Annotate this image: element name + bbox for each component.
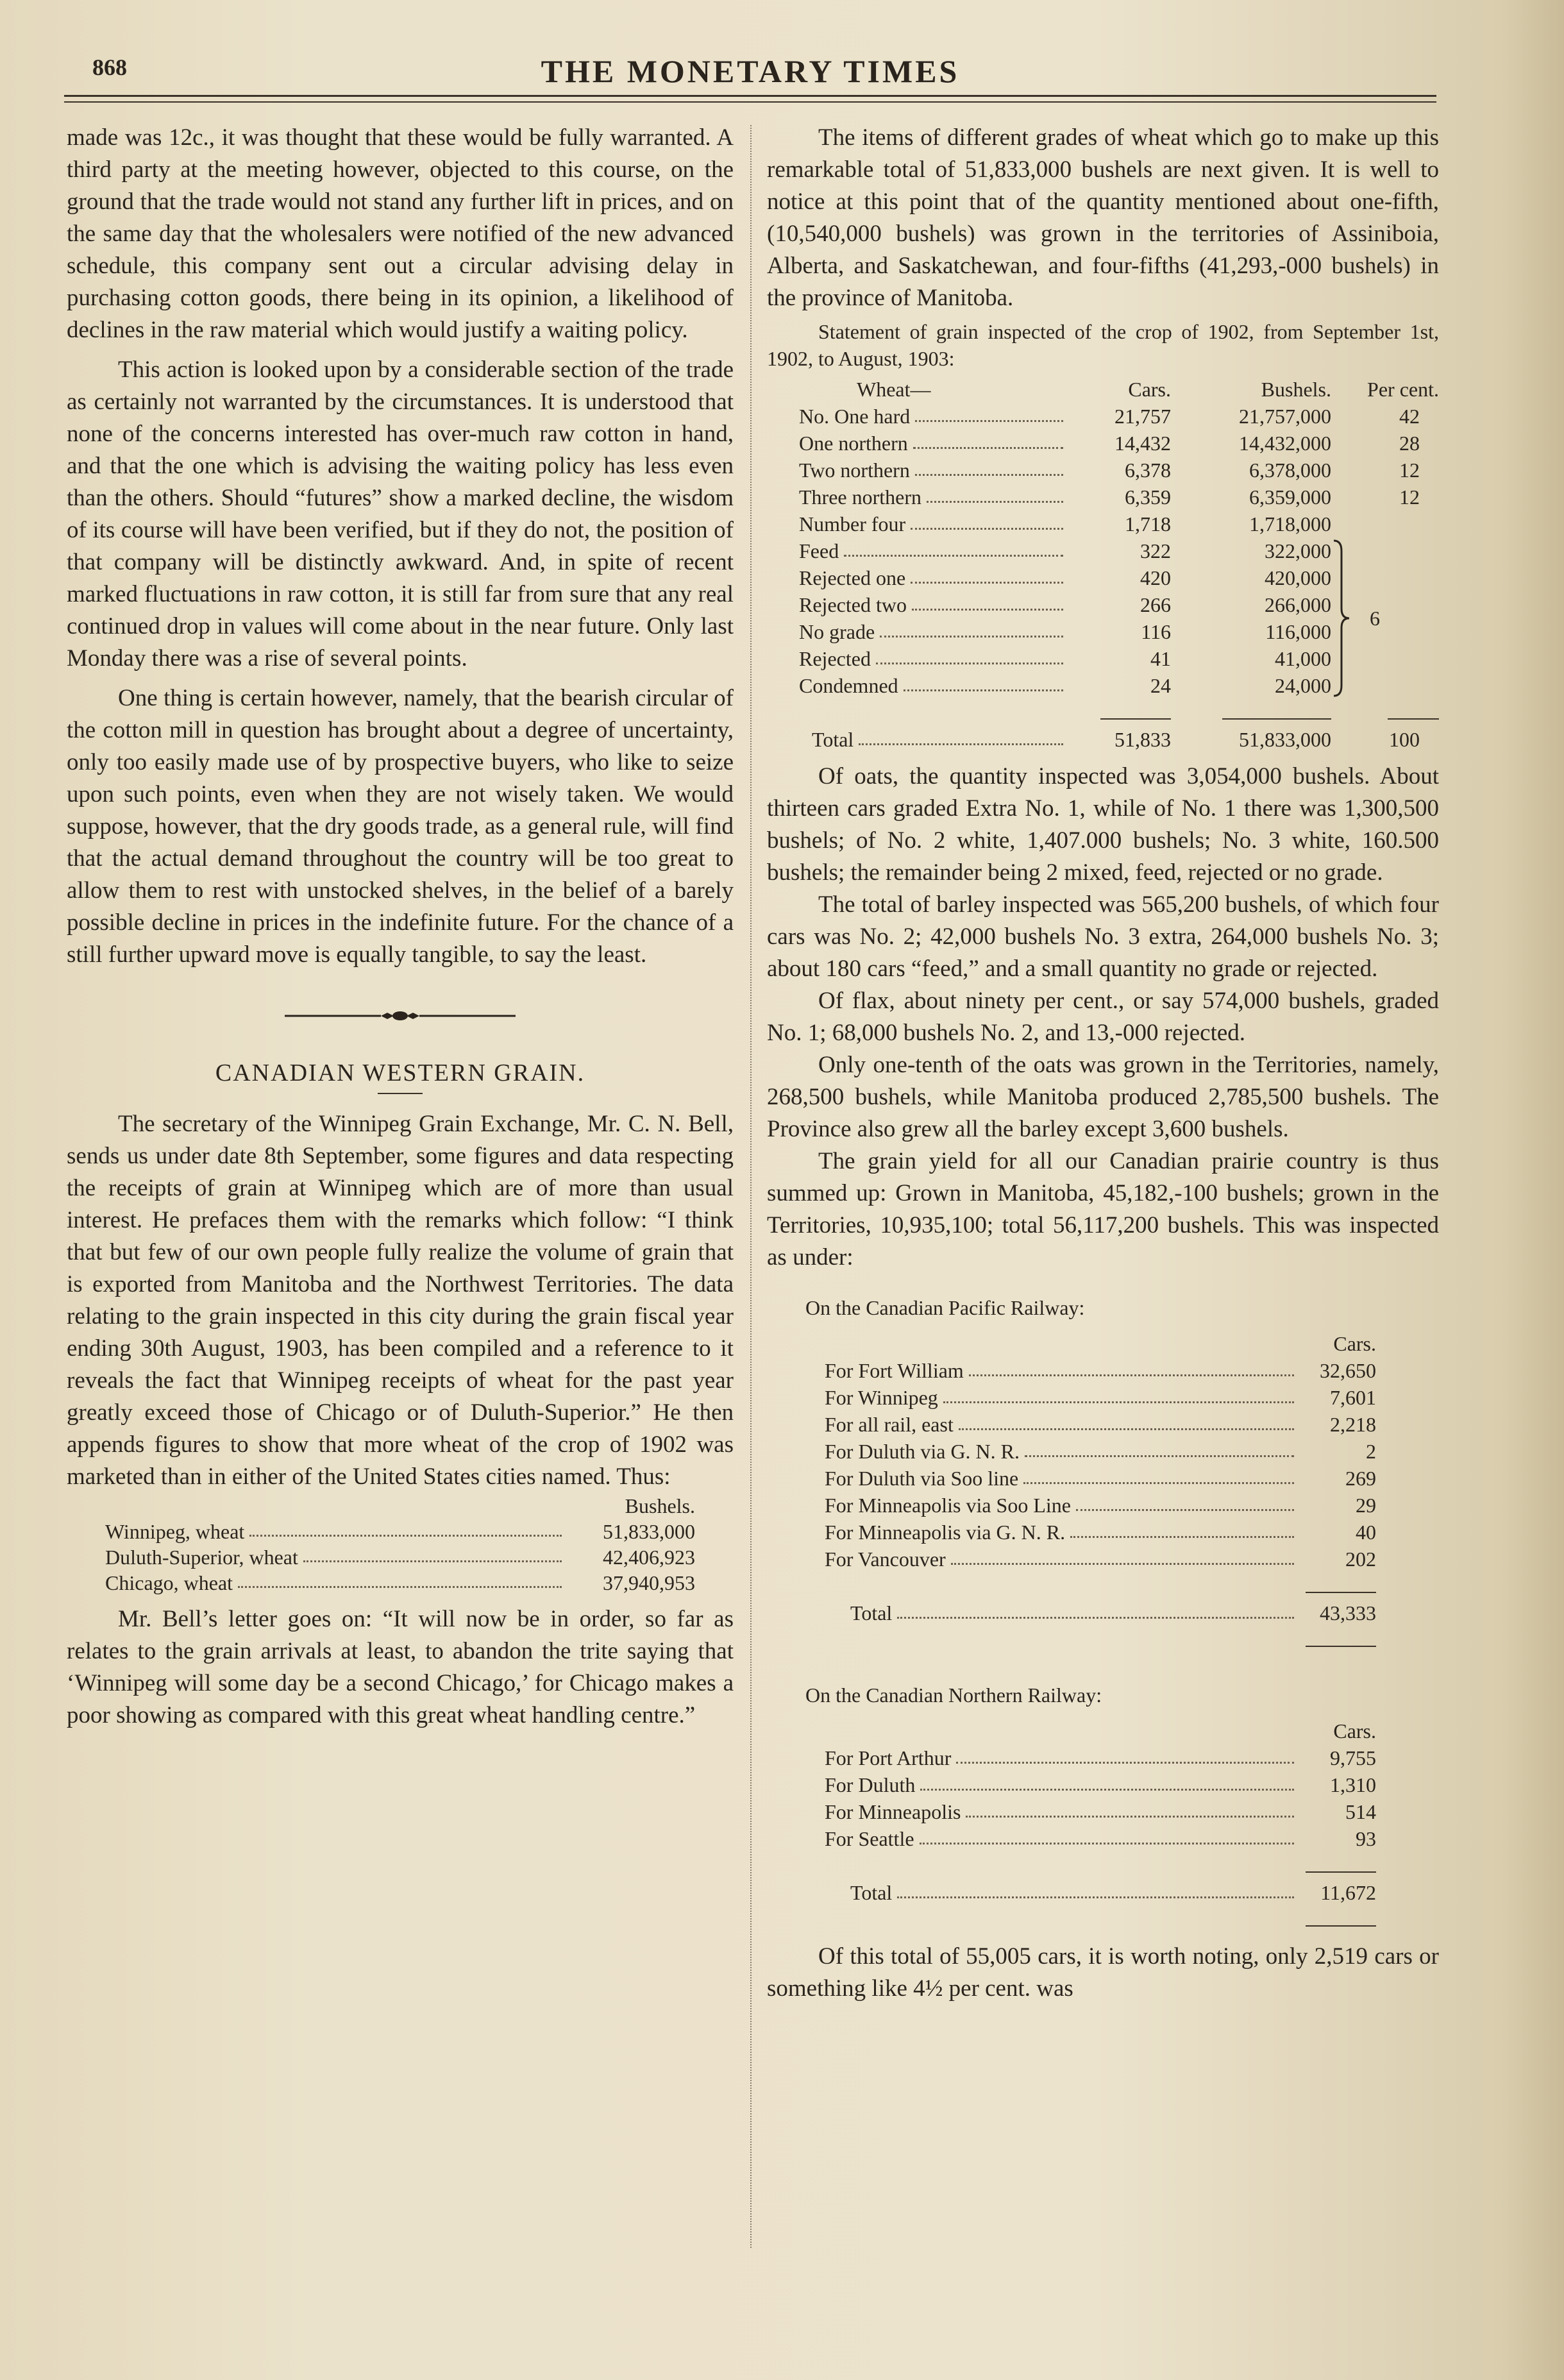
wheat-grades-table	[767, 376, 1439, 753]
wheat-row	[767, 511, 1439, 537]
brace	[1331, 538, 1420, 698]
row-bushels: 1,718,000	[1249, 512, 1331, 536]
row-percent: 12	[1399, 459, 1420, 482]
row-label: For Winnipeg	[825, 1386, 938, 1409]
brace-percent-cell	[1331, 537, 1439, 699]
total-bushels: 51,833,000	[1239, 728, 1331, 751]
row-value: 202	[1345, 1548, 1376, 1571]
total-cars: 51,833	[1114, 728, 1171, 751]
row-value: 9,755	[1330, 1746, 1376, 1769]
row-cars: 41	[1150, 647, 1171, 670]
wheat-row	[767, 484, 1439, 511]
row-bushels: 322,000	[1265, 539, 1331, 562]
row-cars: 266	[1140, 593, 1171, 616]
row-cars: 322	[1140, 539, 1171, 562]
bushels-header: Bushels.	[625, 1494, 695, 1517]
row-value: 11,672	[1320, 1881, 1376, 1904]
row-percent	[1331, 511, 1439, 537]
paragraph: made was 12c., it was thought that these would be fully warranted. A third party at the meeting however, objected to this course, on the ground that the trade would not stand any further lift in prices, and on the same day that the wholesalers were notified of the new advanced schedule, this company sent out a circular advising delay in purchasing cotton goods, there being in its opinion, a likelihood of declines in the raw material which would justify a waiting policy.	[67, 124, 734, 343]
paragraph: Only one-tenth of the oats was grown in the Territories, namely, 268,500 bushels, while Manitoba produced 2,785,500 bushels. The Province also grew all the barley except 3,600 bushels.	[767, 1052, 1439, 1142]
row-bushels: 24,000	[1275, 674, 1331, 697]
row-bushels: 21,757,000	[1239, 405, 1331, 428]
row-bushels: 420,000	[1265, 566, 1331, 589]
row-label: Number four	[799, 512, 906, 536]
paragraph: Of oats, the quantity inspected was 3,054,000 bushels. About thirteen cars graded Extra No. 1, while of No. 1 there was 1,300,500 bushels; of No. 2 white, 1,407.000 bushels; No. 3 white, 160.500 bushels; the remainder being 2 mixed, feed, rejected or no grade.	[767, 763, 1439, 886]
cpr-total-row	[825, 1599, 1376, 1626]
row-label: Chicago, wheat	[105, 1571, 233, 1594]
row-label: Winnipeg, wheat	[105, 1520, 245, 1543]
page-header	[64, 50, 1436, 108]
row-cars: 6,378	[1125, 459, 1171, 482]
cars-header: Cars.	[1333, 1719, 1376, 1743]
row-value: 37,940,953	[603, 1571, 695, 1594]
shipment-row	[825, 1546, 1376, 1573]
brace-percent: 6	[1370, 607, 1380, 630]
row-label: For all rail, east	[825, 1413, 954, 1436]
total-rule-row	[767, 699, 1439, 726]
cnr-total-row	[825, 1879, 1376, 1906]
row-label: Rejected one	[799, 566, 906, 589]
row-bushels: 14,432,000	[1239, 432, 1331, 455]
paragraph: Of this total of 55,005 cars, it is worth noting, only 2,519 cars or something like 4½ per cent. was	[767, 1943, 1439, 2002]
row-percent: 42	[1399, 405, 1420, 428]
row-value: 43,333	[1320, 1601, 1376, 1625]
row-cars: 116	[1141, 620, 1171, 643]
row-bushels: 266,000	[1265, 593, 1331, 616]
row-label: For Duluth via G. N. R.	[825, 1440, 1020, 1463]
shipment-row	[825, 1357, 1376, 1384]
shipment-row	[825, 1825, 1376, 1852]
header-cars: Cars.	[1128, 378, 1171, 401]
row-label: For Duluth via Soo line	[825, 1467, 1019, 1490]
row-value: 29	[1356, 1494, 1376, 1517]
row-label: Rejected	[799, 647, 871, 670]
row-value: 2,218	[1330, 1413, 1376, 1436]
wheat-row	[767, 430, 1439, 457]
page-number: 868	[92, 55, 127, 80]
row-cars: 24	[1150, 674, 1171, 697]
statement-caption: Statement of grain inspected of the crop of 1902, from September 1st, 1902, to August, 1903:	[767, 320, 1439, 370]
row-label: Duluth-Superior, wheat	[105, 1546, 298, 1569]
row-label: For Fort William	[825, 1359, 964, 1382]
row-value: 32,650	[1320, 1359, 1376, 1382]
wheat-row	[767, 457, 1439, 484]
row-value: 1,310	[1330, 1773, 1376, 1796]
shipment-row	[825, 1519, 1376, 1546]
row-label: No. One hard	[799, 405, 911, 428]
table-row	[105, 1519, 695, 1544]
header-wheat: Wheat—	[857, 378, 931, 401]
row-value: 42,406,923	[603, 1546, 695, 1569]
table-row	[105, 1544, 695, 1570]
right-column	[767, 122, 1439, 2005]
paragraph: The total of barley inspected was 565,200 bushels, of which four cars was No. 2; 42,000 bushels No. 3 extra, 264,000 bushels No. 3; about 180 cars “feed,” and a small quantity no grade or rejected.	[767, 891, 1439, 982]
row-cars: 21,757	[1114, 405, 1171, 428]
row-value: 2	[1366, 1440, 1376, 1463]
row-value: 514	[1345, 1800, 1376, 1823]
wheat-row	[767, 537, 1439, 564]
shipment-row	[825, 1798, 1376, 1825]
row-label: For Minneapolis via Soo Line	[825, 1494, 1071, 1517]
cpr-shipments-table	[825, 1330, 1376, 1653]
cars-header: Cars.	[1333, 1332, 1376, 1355]
header-rule	[64, 95, 1436, 97]
row-bushels: 41,000	[1275, 647, 1331, 670]
row-label: Three northern	[799, 485, 922, 509]
paragraph: The secretary of the Winnipeg Grain Exchange, Mr. C. N. Bell, sends us under date 8th September, some figures and data respecting the receipts of grain at Winnipeg which are of more than usual interest. He prefaces them with the remarks which follow: “I think that but few of our own people fully realize the volume of grain that is exported from Manitoba and the Northwest Territories. The data relating to the grain inspected in this city during the grain fiscal year ending 30th August, 1903, has been compiled and a reference to it reveals the fact that Winnipeg receipts of wheat for the past year greatly exceed those of Chicago or of Duluth-Superior.” He then appends figures to show that more wheat of the crop of 1902 was marketed than in either of the United States cities named. Thus:	[67, 1111, 734, 1490]
shipment-row	[825, 1384, 1376, 1411]
ornament-divider	[67, 999, 734, 1031]
row-label: No grade	[799, 620, 875, 643]
row-label: Feed	[799, 539, 839, 562]
row-label: Total	[850, 1601, 893, 1625]
row-cars: 14,432	[1114, 432, 1171, 455]
total-percent: 100	[1389, 728, 1420, 751]
row-value: 40	[1356, 1521, 1376, 1544]
row-label: For Minneapolis via G. N. R.	[825, 1521, 1066, 1544]
table-header-row	[767, 376, 1439, 403]
row-bushels: 6,378,000	[1249, 459, 1331, 482]
table-row	[105, 1570, 695, 1596]
row-label: Total	[850, 1881, 893, 1904]
paragraph: One thing is certain however, namely, that the bearish circular of the cotton mill in question has brought about a degree of uncertainty, only too easily made use of by prospective buyers, who like to seize upon such points, even when they are not wisely taken. We would suppose, however, that the dry goods trade, as a general rule, will find that the actual demand throughout the country will be too great to allow them to rest with unstocked shelves, in the belief of a barely possible decline in prices in the indefinite future. For the chance of a still further upward move is equally tangible, to say the least.	[67, 685, 734, 968]
paragraph: The items of different grades of wheat which go to make up this remarkable total of 51,833,000 bushels are next given. It is well to notice at this point that of the quantity mentioned about one-fifth, (10,540,000 bushels) was grown in the territories of Assiniboia, Alberta, and Saskatchewan, and four-fifths (41,293,-000 bushels) in the province of Manitoba.	[767, 124, 1439, 311]
row-label: For Minneapolis	[825, 1800, 961, 1823]
masthead: THE MONETARY TIMES	[541, 53, 960, 89]
row-label: Total	[812, 728, 854, 751]
shipment-row	[825, 1438, 1376, 1465]
row-percent: 28	[1399, 432, 1420, 455]
cnr-title: On the Canadian Northern Railway:	[805, 1684, 1102, 1707]
left-column	[67, 122, 734, 1732]
paragraph: The grain yield for all our Canadian prairie country is thus summed up: Grown in Manitoba, 45,182,-100 bushels; grown in the Territories, 10,935,100; total 56,117,200 bushels. This was inspected as under:	[767, 1148, 1439, 1270]
shipment-row	[825, 1465, 1376, 1492]
row-label: For Duluth	[825, 1773, 916, 1796]
paragraph: Of flax, about ninety per cent., or say 574,000 bushels, graded No. 1; 68,000 bushels No. 2, and 13,-000 rejected.	[767, 988, 1439, 1046]
row-label: For Port Arthur	[825, 1746, 952, 1769]
row-cars: 420	[1140, 566, 1171, 589]
row-cars: 1,718	[1125, 512, 1171, 536]
row-label: Two northern	[799, 459, 910, 482]
shipment-row	[825, 1744, 1376, 1771]
row-percent: 12	[1399, 485, 1420, 509]
row-value: 269	[1345, 1467, 1376, 1490]
row-label: Condemned	[799, 674, 898, 697]
wheat-row	[767, 403, 1439, 430]
shipment-row	[825, 1771, 1376, 1798]
shipment-row	[825, 1411, 1376, 1438]
cnr-shipments-table	[825, 1717, 1376, 1933]
row-value: 7,601	[1330, 1386, 1376, 1409]
paragraph: This action is looked upon by a considerable section of the trade as certainly not warranted by the circumstances. It is understood that none of the concerns interested has over-much raw cotton in hand, and that the one which is advising the waiting policy has less even than the others. Should “futures” show a marked decline, the wisdom of its course will have been verified, but if they do not, the position of that company will be distinctly awkward. And, in spite of recent marked fluctuations in raw cotton, it is still far from sure that any real continued drop in values will come about in the near future. Only last Monday there was a rise of several points.	[67, 357, 734, 671]
row-bushels: 116,000	[1265, 620, 1331, 643]
bushels-comparison-table	[105, 1493, 695, 1596]
row-bushels: 6,359,000	[1249, 485, 1331, 509]
shipment-row	[825, 1492, 1376, 1519]
row-value: 93	[1356, 1827, 1376, 1850]
wheat-total-row	[767, 726, 1439, 753]
row-label: Rejected two	[799, 593, 907, 616]
curly-brace-icon	[1331, 538, 1350, 698]
row-value: 51,833,000	[603, 1520, 695, 1543]
column-divider	[750, 125, 752, 2248]
cpr-title: On the Canadian Pacific Railway:	[805, 1296, 1085, 1319]
title-rule	[378, 1093, 423, 1094]
header-bushels: Bushels.	[1261, 378, 1331, 401]
row-cars: 6,359	[1125, 485, 1171, 509]
paragraph: Mr. Bell’s letter goes on: “It will now be in order, so far as relates to the grain arrivals at least, to abandon the trite saying that ‘Winnipeg will some day be a second Chicago,’ for Chicago makes a poor showing as compared with this great wheat handling centre.”	[67, 1606, 734, 1728]
header-rule-thin	[64, 101, 1436, 103]
row-label: For Seattle	[825, 1827, 914, 1850]
section-title: CANADIAN WESTERN GRAIN.	[215, 1059, 585, 1086]
row-label: For Vancouver	[825, 1548, 946, 1571]
row-label: One northern	[799, 432, 908, 455]
header-percent: Per cent.	[1367, 378, 1439, 401]
